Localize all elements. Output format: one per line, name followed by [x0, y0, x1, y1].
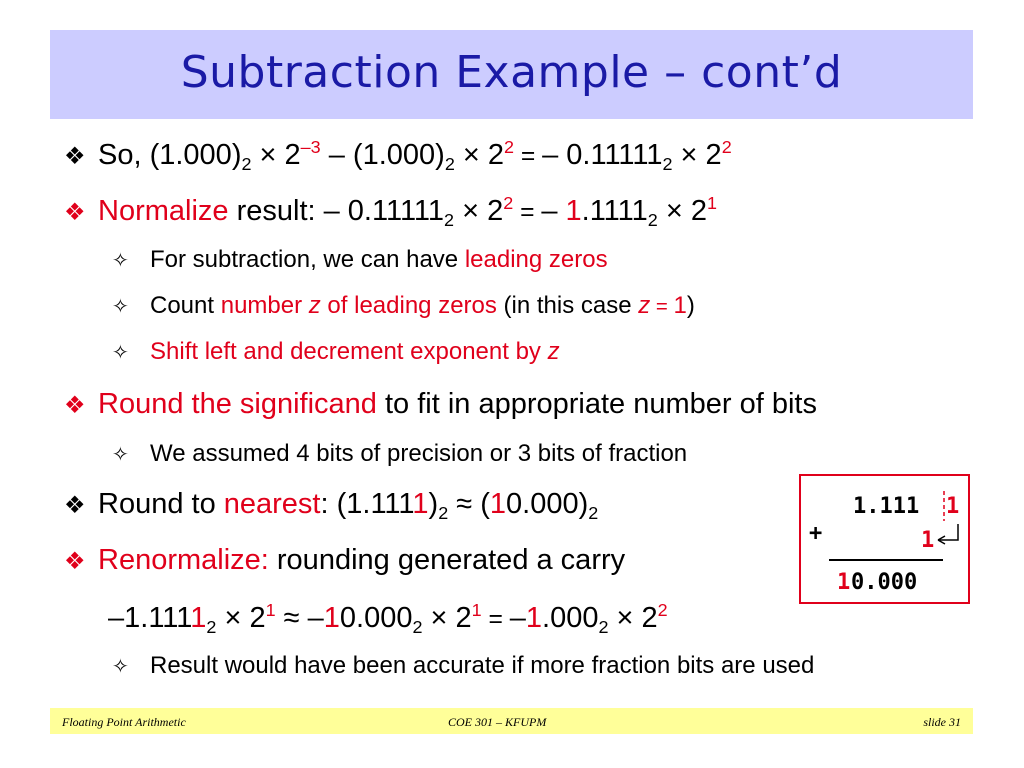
box-result: 0.000	[851, 570, 918, 595]
box-row-addend: 1.111	[853, 494, 920, 519]
line-sub-count: ✧ Count number z of leading zeros (in this case z = 1)	[112, 292, 695, 319]
star-bullet-icon: ✧	[112, 342, 129, 364]
line-sub-shift: ✧ Shift left and decrement exponent by z	[112, 338, 560, 365]
star-bullet-icon: ✧	[112, 296, 129, 318]
rounding-calculation-box	[799, 474, 970, 604]
diamond-bullet-icon: ❖	[64, 199, 86, 227]
line-normalize: ❖ Normalize result: – $0.11111_2 \times 2^2$ = – $1.1111_2 \times 2^1$	[64, 193, 717, 230]
star-bullet-icon: ✧	[112, 656, 129, 678]
star-bullet-icon: ✧	[112, 250, 129, 272]
line-round-nearest: ❖ Round to nearest: $(1.1111)_2 \approx (10.000)_2$	[64, 488, 599, 523]
line-renormalize: ❖ Renormalize: rounding generated a carry	[64, 544, 626, 576]
slide-title: Subtraction Example – cont’d	[180, 47, 843, 98]
line-result-equation: $-1.1111_2 \times 2^1 \approx -10.000_2 \times 2^1 = -1.000_2 \times 2^2$	[108, 600, 668, 637]
line-so: ❖ So, $(1.000)_2 \times 2^{-3} - (1.000)_2 \times 2^2$ = – $0.11111_2 \times 2^2$	[64, 137, 732, 174]
footer-course-topic: Floating Point Arithmetic	[62, 715, 186, 729]
box-row-carry-bit: 1	[921, 528, 935, 553]
line-sub-leading-zeros: ✧ For subtraction, we can have leading zeros	[112, 246, 608, 273]
line-round-significand: ❖ Round the significand to fit in appropriate number of bits	[64, 388, 817, 420]
star-bullet-icon: ✧	[112, 444, 129, 466]
line-sub-precision: ✧ We assumed 4 bits of precision or 3 bits of fraction	[112, 440, 688, 467]
diamond-bullet-icon: ❖	[64, 143, 86, 171]
diamond-bullet-icon: ❖	[64, 548, 86, 575]
footer-bar	[50, 708, 973, 734]
line-sub-accuracy: ✧ Result would have been accurate if more fraction bits are used	[112, 652, 815, 679]
footer-course-code: COE 301 – KFUPM	[448, 715, 547, 729]
diamond-bullet-icon: ❖	[64, 492, 86, 519]
box-result-carry: 1	[837, 570, 851, 595]
diamond-bullet-icon: ❖	[64, 392, 86, 419]
box-row-addend-last-bit: 1	[946, 494, 960, 519]
title-bar	[50, 30, 973, 119]
footer-slide-number: slide 31	[923, 715, 961, 729]
plus-sign: +	[809, 521, 823, 546]
